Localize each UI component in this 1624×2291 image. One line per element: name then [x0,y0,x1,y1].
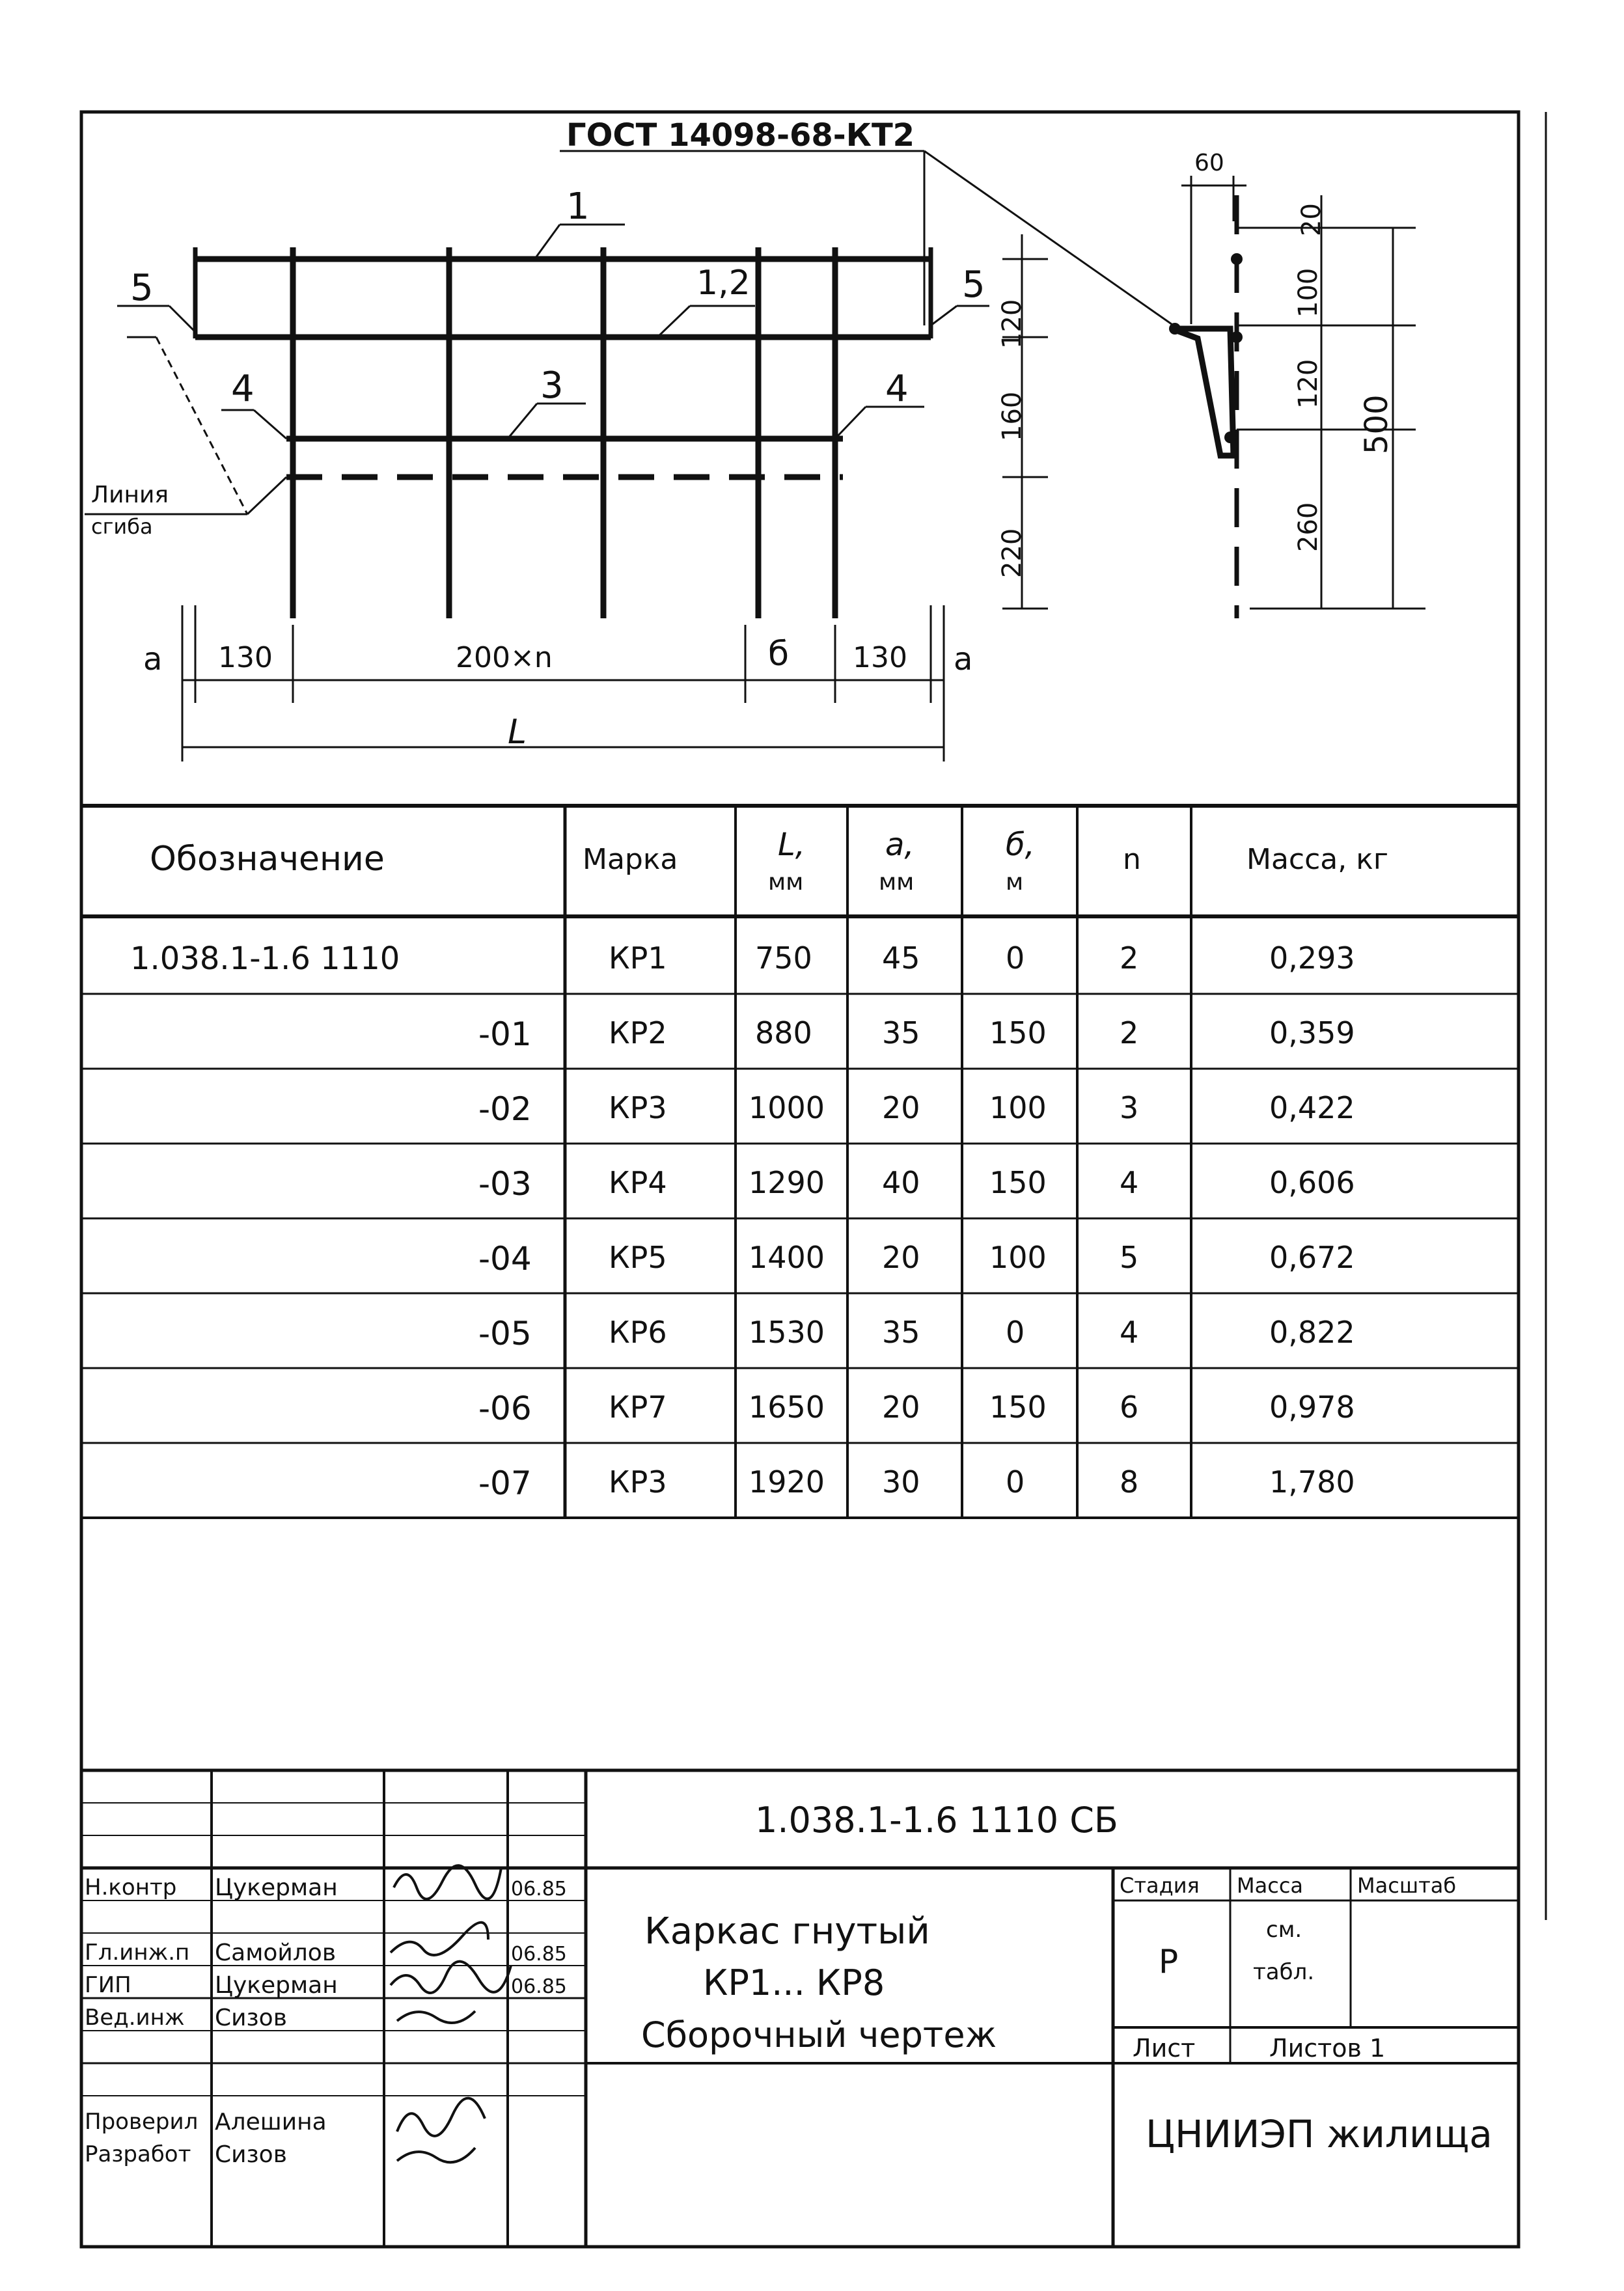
header-L: L, [778,827,805,863]
cell-mark: КР4 [609,1165,667,1200]
cell-L: 1400 [749,1240,825,1275]
organization: ЦНИИЭП жилища [1146,2112,1493,2156]
title-line-1: Каркас гнутый [644,1910,930,1953]
header-designation: Обозначение [150,840,385,879]
cell-a: 20 [882,1090,920,1125]
cell-mark: КР5 [609,1240,667,1275]
callout-4-left: 4 [231,368,255,410]
cell-b: 100 [989,1240,1047,1275]
cell-n: 2 [1120,1015,1139,1050]
person-name: Алешина [215,2109,327,2135]
cell-mass: 0,293 [1269,940,1355,976]
cell-designation: -06 [478,1390,532,1427]
cell-n: 4 [1120,1315,1139,1350]
cell-n: 3 [1120,1090,1139,1125]
cell-b: 0 [1006,1464,1025,1500]
cell-n: 5 [1120,1240,1139,1275]
section-dim-100: 100 [1293,268,1323,318]
callout-1-2: 1,2 [696,264,750,303]
title-line-3: Сборочный чертеж [641,2014,997,2055]
cell-b: 0 [1006,940,1025,976]
dim-120: 120 [997,299,1027,349]
person-name: Самойлов [215,1940,337,1966]
cell-mark: КР3 [609,1464,667,1500]
role: Разработ [85,2141,191,2167]
cell-designation: -07 [478,1464,532,1502]
cell-b: 150 [989,1390,1047,1425]
mass-value-2: табл. [1253,1959,1315,1985]
header-a-unit: мм [879,869,915,896]
sheet-label: Лист [1133,2034,1196,2063]
cell-mass: 0,606 [1269,1165,1355,1200]
role: Гл.инж.п [85,1940,190,1966]
person-name: Цукерман [215,1972,338,1999]
bend-line-label-2: сгиба [91,514,153,539]
cell-a: 30 [882,1464,920,1500]
mass-label: Масса [1237,1873,1304,1898]
cell-designation: 1.038.1-1.6 1110 [130,940,400,977]
gost-label: ГОСТ 14098-68-КТ2 [566,117,915,154]
sign-date: 06.85 [511,1975,567,1998]
cell-L: 1920 [749,1464,825,1500]
header-mass: Масса, кг [1246,843,1388,876]
cell-mass: 1,780 [1269,1464,1355,1500]
cell-L: 1290 [749,1165,825,1200]
title-block-grid [81,1770,1519,2247]
header-mark: Марка [583,843,678,876]
cell-designation: -03 [478,1165,532,1203]
section-dim-500: 500 [1358,394,1395,454]
cell-a: 40 [882,1165,920,1200]
mass-value-1: см. [1266,1917,1302,1943]
callout-1: 1 [566,185,590,228]
header-a: a, [885,827,915,863]
cell-n: 6 [1120,1390,1139,1425]
cell-mass: 0,422 [1269,1090,1355,1125]
cell-b: 150 [989,1015,1047,1050]
cell-n: 4 [1120,1165,1139,1200]
section-dim-60: 60 [1194,150,1224,176]
cell-L: 1000 [749,1090,825,1125]
cell-mark: КР2 [609,1015,667,1050]
cell-a: 35 [882,1015,920,1050]
doc-code: 1.038.1-1.6 1110 СБ [755,1800,1118,1841]
section-dim-120: 120 [1293,359,1323,409]
cell-a: 20 [882,1240,920,1275]
dim-220: 220 [997,528,1027,578]
dim-130-left: 130 [218,641,273,674]
cell-L: 880 [755,1015,812,1050]
dim-a-left: a [143,641,163,678]
cell-n: 2 [1120,940,1139,976]
sign-date: 06.85 [511,1943,567,1966]
cell-L: 1650 [749,1390,825,1425]
cell-mark: КР6 [609,1315,667,1350]
person-name: Сизов [215,2141,287,2168]
dim-a-right: a [954,641,973,678]
cell-mark: КР1 [609,940,667,976]
title-line-2: КР1... КР8 [703,1962,885,2003]
cell-designation: -02 [478,1090,532,1128]
header-b-unit: м [1006,869,1024,896]
cell-b: 0 [1006,1315,1025,1350]
stage-value: Р [1159,1943,1179,1981]
cell-designation: -01 [478,1015,532,1053]
callout-3: 3 [540,364,564,407]
role: Проверил [85,2109,199,2135]
dim-b: б [768,635,790,674]
cell-mass: 0,822 [1269,1315,1355,1350]
cell-mass: 0,672 [1269,1240,1355,1275]
cell-a: 45 [882,940,920,976]
person-name: Сизов [215,2005,287,2031]
callout-4-right: 4 [885,368,909,410]
cell-a: 20 [882,1390,920,1425]
cell-mark: КР7 [609,1390,667,1425]
callout-5-right: 5 [962,264,985,306]
cell-b: 150 [989,1165,1047,1200]
cell-n: 8 [1120,1464,1139,1500]
role: ГИП [85,1972,131,1998]
scale-label: Масштаб [1357,1873,1457,1898]
stage-label: Стадия [1120,1873,1200,1898]
bend-line-label-1: Линия [91,482,169,508]
sign-date: 06.85 [511,1878,567,1900]
role: Вед.инж [85,2005,185,2031]
cell-a: 35 [882,1315,920,1350]
dim-160: 160 [997,391,1027,441]
dim-L: L [508,713,527,752]
cell-designation: -05 [478,1315,532,1352]
dim-200n: 200×n [456,641,553,674]
cell-L: 1530 [749,1315,825,1350]
header-L-unit: мм [768,869,804,896]
role: Н.контр [85,1874,177,1900]
section-dim-20: 20 [1297,203,1327,236]
frame-drawing [85,151,1425,761]
sheets-label: Листов 1 [1269,2034,1386,2063]
header-n: n [1123,843,1141,876]
cell-mark: КР3 [609,1090,667,1125]
cell-mass: 0,359 [1269,1015,1355,1050]
person-name: Цукерман [215,1874,338,1901]
section-dim-260: 260 [1293,502,1323,552]
dim-130-right: 130 [853,641,907,674]
cell-b: 100 [989,1090,1047,1125]
header-b: б, [1006,827,1035,863]
cell-mass: 0,978 [1269,1390,1355,1425]
cell-L: 750 [755,940,812,976]
callout-5-left: 5 [130,267,154,309]
signatures [391,1865,511,2162]
cell-designation: -04 [478,1240,532,1278]
